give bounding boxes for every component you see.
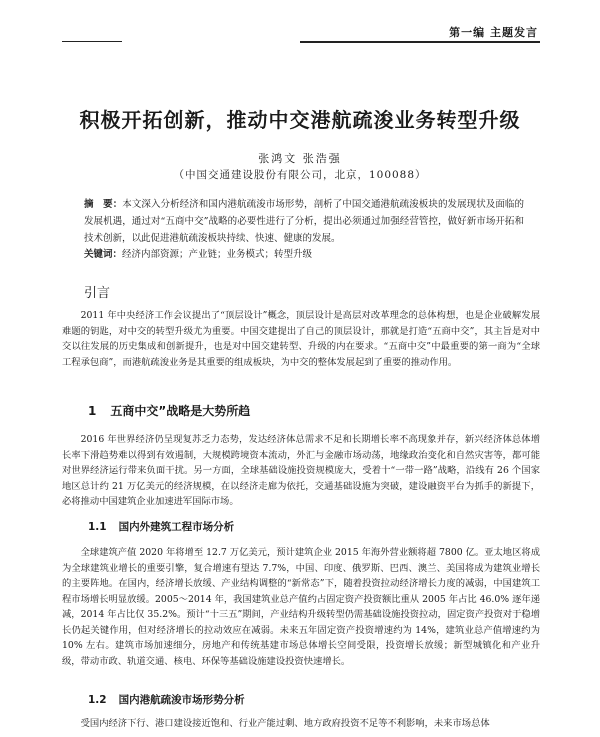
keywords xyxy=(84,248,524,262)
section-1-title: 五商中交”战略是大势所趋 xyxy=(110,404,251,418)
abstract-text: 本文深入分析经济和国内港航疏浚市场形势，剖析了中国交通港航疏浚板块的发展现状及面临的发展机遇，通过对“五商中交”战略的必要性进行了分析，提出必须通过加强经营管控，做好新市场开拓和技术创新，以此促进港航疏浚板块持续、快速、健康的发展。 xyxy=(84,199,524,244)
intro-heading: 引言 xyxy=(84,286,111,301)
section-1-2-heading xyxy=(88,692,245,707)
header-rule-left xyxy=(62,41,122,42)
section-1-heading xyxy=(88,402,250,419)
intro-paragraph: 2011 年中央经济工作会议提出了“顶层设计”概念，顶层设计是高层对改革理念的总体构想，也是企业破解发展难题的钥匙，对中交的转型升级尤为重要。中国交建提出了自己的顶层设计，那就是打造“五商中交”，其主旨是对中交以往发展的历史集成和创新提升，也是对中国交建转型、升级的内在要求。“五商中交”中最重要的第一商为“全球工程承包商”，而港航疏浚业务是其重要的组成板块，为中交的整体发展起到了重要的推动作用。 xyxy=(62,310,540,368)
keywords-label: 关键词： xyxy=(84,249,123,260)
section-1-1-heading xyxy=(88,519,234,534)
section-1-paragraph: 2016 年世界经济仍呈现复苏乏力态势，发达经济体总需求不足和长期增长率不高现象并存，新兴经济体总体增长率下滑趋势难以得到有效遏制，大规模跨境资本流动，外汇与金融市场动荡，地缘政治变化和自然灾害等，都可能对世界经济运行带来负面干扰。另一方面，全球基础设施投资规模庞大，受着十“一带一路”战略，沿线有 26 个国家地区总计约 21 万亿美元的经济规模，在以经济走廊为依托，交通基础设施为突破，建设融资平台为抓手的新提下，必将推动中国建筑企业加速进军国际市场。 xyxy=(62,434,540,507)
section-1-1-paragraph: 全球建筑产值 2020 年将增至 12.7 万亿美元，预计建筑企业 2015 年海外营业额将超 7800 亿。亚太地区将成为全球建筑业增长的重要引擎，复合增速有望达 7.7%，中国、印度、俄罗斯、巴西、澳兰、美国将成为建筑业增长的主要阵地。在国内，经济增长放缓、产业结构调整的“新常态”下，随着投资拉动经济增长力度的减弱，中国建筑工程市场增长明显放缓。2005～2014 年，我国建筑业总产值约占固定资产投资额比重从 2005 年占比 46.0% 逐年递减，2014 年占比仅 35.2%。预计“十三五”期间，产业结构升级转型仍需基础设施投资拉动，固定资产投资对于稳增长仍起关键作用，但对经济增长的拉动效应在减弱。未来五年固定资产投资增速约为 14%，建筑业总产值增速约为 10% 左右。建筑市场加速细分，房地产和传统基建市场总体增长空间受限，投资增长放缓；新型城镇化和产业升级，带动市政、轨道交通、核电、环保等基础设施建设投资快速增长。 xyxy=(62,547,540,667)
section-1-number: 1 xyxy=(88,404,97,418)
section-1-2-paragraph: 受国内经济下行、港口建设接近饱和、行业产能过剩、地方政府投资不足等不利影响，未来市场总体 xyxy=(80,718,490,729)
running-header: 第一编 主题发言 xyxy=(449,26,538,39)
section-1-2-number: 1.2 xyxy=(88,694,107,706)
keywords-text: 经济内部资源；产业链；业务模式；转型升级 xyxy=(122,249,313,260)
abstract-label: 摘 要： xyxy=(84,199,123,210)
section-1-1-title: 国内外建筑工程市场分析 xyxy=(118,521,235,533)
section-1-1-number: 1.1 xyxy=(88,521,107,533)
header-rule-right xyxy=(300,41,540,43)
paper-title: 积极开拓创新，推动中交港航疏浚业务转型升级 xyxy=(79,108,521,132)
abstract xyxy=(84,196,524,247)
authors: 张鸿文 张浩强 xyxy=(258,152,342,165)
section-1-2-title: 国内港航疏浚市场形势分析 xyxy=(118,694,245,706)
affiliation: （中国交通建设股份有限公司，北京，100088） xyxy=(173,169,427,181)
